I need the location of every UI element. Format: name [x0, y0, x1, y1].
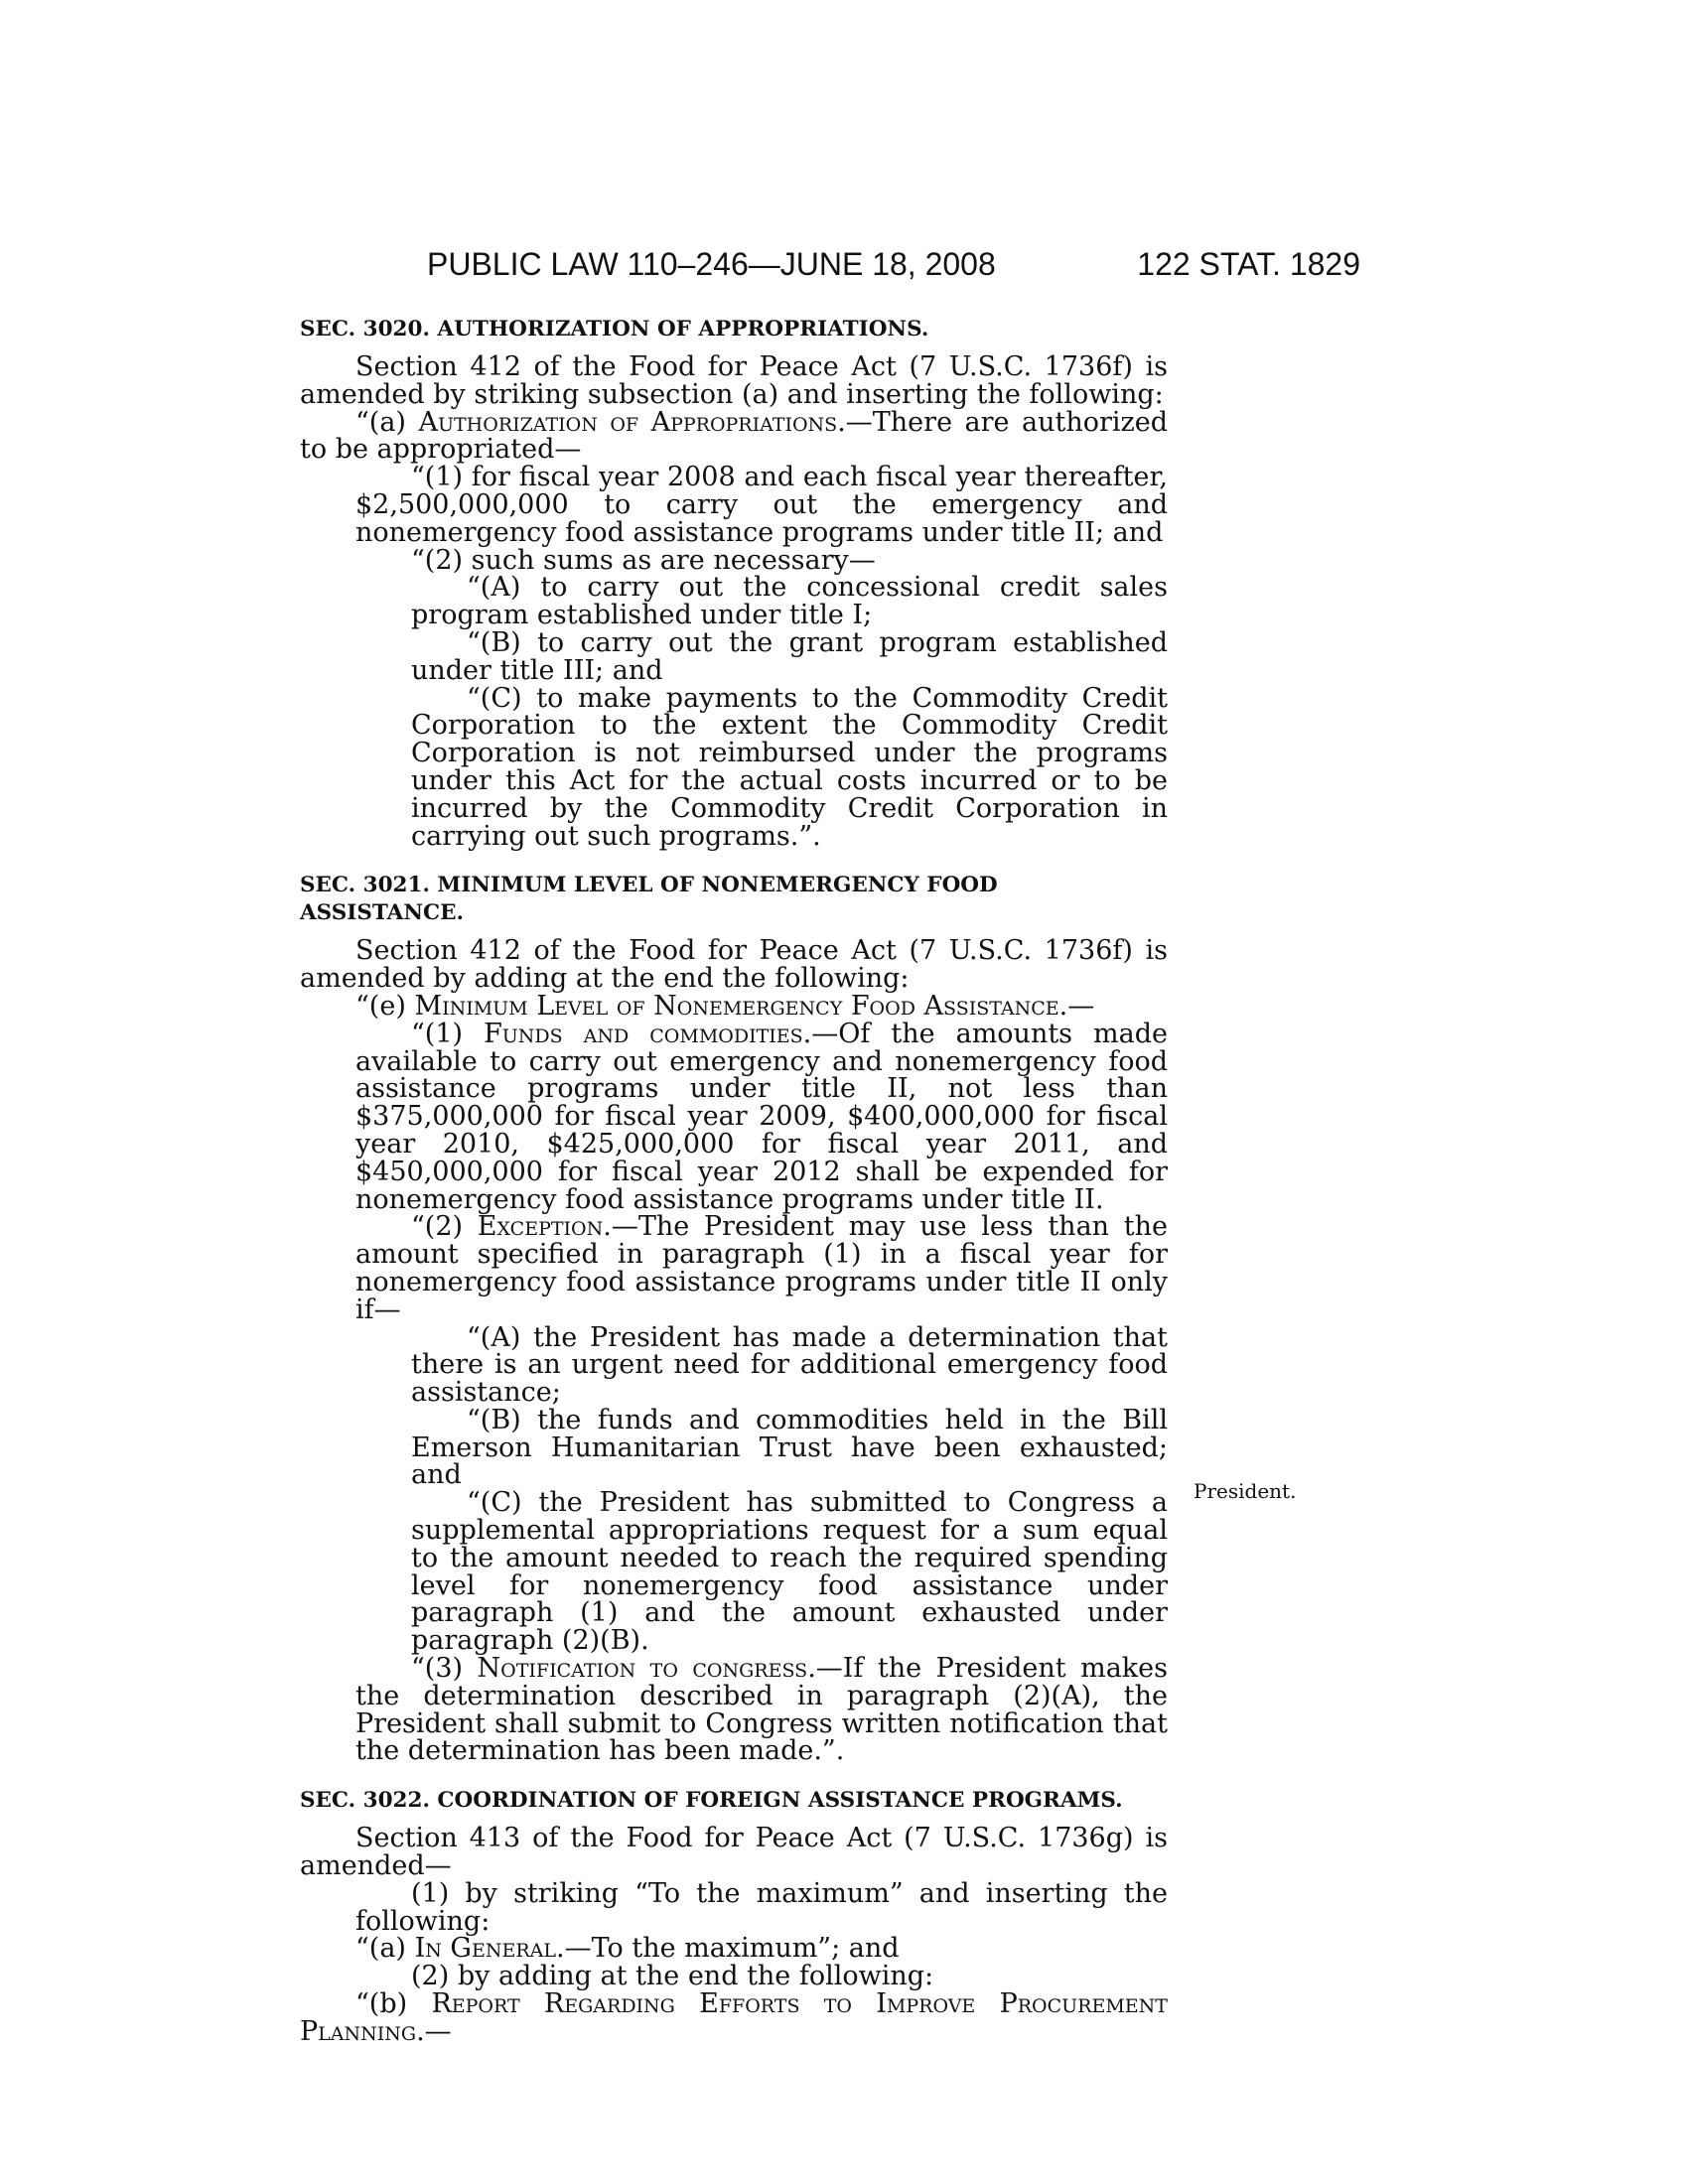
text: “(a) — [355, 406, 419, 438]
text: “(b) — [355, 1988, 432, 2020]
small-caps-heading: Minimum Level of Nonemergency Food Assistance — [414, 990, 1059, 1022]
small-caps-heading: Funds and commodities — [484, 1018, 803, 1049]
paragraph — [300, 1655, 1168, 1765]
paragraph: Section 412 of the Food for Peace Act (7 U.S.C. 1736f) is amended by adding at the end the following: — [300, 935, 1168, 995]
text: “(a) — [355, 1933, 415, 1965]
paragraph: “(1) for fiscal year 2008 and each fiscal year thereafter, $2,500,000,000 to carry out the emergency and nonemergency food assistance programs under title II; and — [355, 462, 1168, 548]
text: .—The President may use less than the amount specified in paragraph (1) in a fiscal year for nonemergency food assistance programs under title II only if— — [355, 1211, 1168, 1325]
page-header — [427, 244, 1360, 284]
paragraph: “(B) the funds and commodities held in the Bill Emerson Humanitarian Trust have been exhausted; and — [411, 1404, 1168, 1491]
paragraph: Section 412 of the Food for Peace Act (7 U.S.C. 1736f) is amended by striking subsection (a) and inserting the following: — [300, 351, 1168, 410]
section-heading-3022: SEC. 3022. COORDINATION OF FOREIGN ASSISTANCE PROGRAMS. — [300, 1788, 1123, 1814]
text: “(2) — [411, 1211, 478, 1243]
text: .—Of the amounts made available to carry out emergency and nonemergency food assistance programs under title II, not less than $375,000,000 for fiscal year 2009, $400,000,000 for fiscal year 2010, $425,000,000 for fiscal year 2011, and $450,000,000 for fiscal year 2012 shall be expended for nonemergency food assistance programs under title II. — [355, 1018, 1168, 1215]
paragraph: “(C) to make payments to the Commodity Credit Corporation to the extent the Commodity Credit Corporation is not reimbursed under the programs under this Act for the actual costs incurred or to be incurred by the Commodity Credit Corporation in carrying out such programs.”. — [411, 682, 1168, 852]
public-law-title: PUBLIC LAW 110–246—JUNE 18, 2008 — [427, 246, 996, 282]
paragraph — [300, 1018, 1168, 1215]
paragraph: “(A) to carry out the concessional credit sales program established under title I; — [411, 572, 1168, 631]
text: .—There are authorized to be appropriated— — [300, 406, 1168, 466]
statute-page-number: 122 STAT. 1829 — [1137, 246, 1360, 282]
text: .—If the President makes the determination described in paragraph (2)(A), the President shall submit to Congress written notification that the determination has been made.”. — [355, 1653, 1168, 1767]
paragraph — [300, 406, 1168, 466]
text: .— — [416, 2015, 452, 2047]
small-caps-heading: Exception — [477, 1211, 604, 1243]
paragraph: “(2) such sums as are necessary— — [411, 544, 876, 576]
paragraph: “(C) the President has submitted to Congress a supplemental appropriations request for a sum equal to the amount needed to reach the required spending level for nonemergency food assistance under paragraph (1) and the amount exhausted under paragraph (2)(B). — [411, 1487, 1168, 1657]
small-caps-heading: Report Regarding Efforts to Improve Procurement Planning — [300, 1988, 1168, 2047]
paragraph: (2) by adding at the end the following: — [411, 1961, 934, 1992]
text: “(e) — [355, 990, 415, 1022]
document-body — [300, 316, 1168, 2046]
small-caps-heading: Notification to congress — [477, 1653, 808, 1685]
paragraph: “(B) to carry out the grant program established under title III; and — [411, 626, 1168, 686]
text: “(1) — [411, 1018, 485, 1049]
section-heading-3020: SEC. 3020. AUTHORIZATION OF APPROPRIATIONS. — [300, 317, 929, 341]
text: “(3) — [411, 1653, 478, 1685]
paragraph — [300, 1213, 1168, 1323]
small-caps-heading: In General — [414, 1933, 557, 1965]
text: .— — [1058, 990, 1095, 1022]
small-caps-heading: Authorization of Appropriations — [418, 406, 838, 438]
paragraph — [300, 990, 1168, 1022]
paragraph: (1) by striking “To the maximum” and inserting the following: — [355, 1877, 1168, 1937]
section-heading-3021: SEC. 3021. MINIMUM LEVEL OF NONEMERGENCY FOOD ASSISTANCE. — [300, 873, 998, 926]
paragraph — [300, 1990, 1168, 2046]
paragraph — [300, 1935, 1168, 1963]
text: .—To the maximum”; and — [556, 1933, 900, 1965]
paragraph: “(A) the President has made a determination that there is an urgent need for additional emergency food assistance; — [411, 1321, 1168, 1409]
paragraph: Section 413 of the Food for Peace Act (7 U.S.C. 1736g) is amended— — [300, 1823, 1168, 1882]
margin-note: President. — [1194, 1479, 1297, 1503]
